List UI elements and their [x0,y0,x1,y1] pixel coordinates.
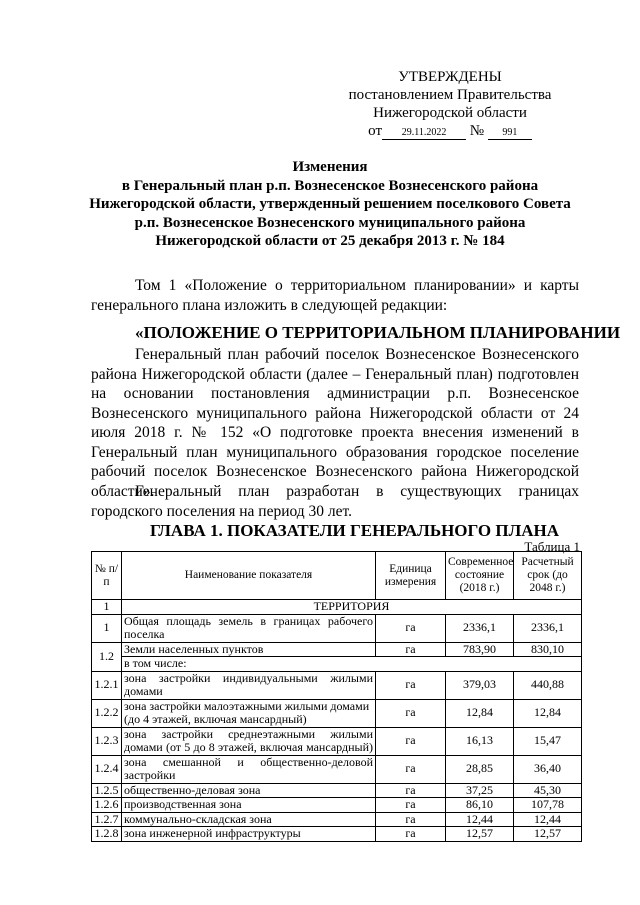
table-row [92,699,582,727]
table-row [92,755,582,783]
row-current: 37,25 [446,783,514,798]
row-num: 1.2.8 [92,827,122,842]
row-current: 86,10 [446,798,514,813]
paragraph-period: Генеральный план разработан в существующих границах городского поселения на период 30 лет. [91,483,579,520]
row-unit: га [376,699,446,727]
row-num: 1.2.2 [92,699,122,727]
row-unit: га [376,642,446,657]
section-heading: «ПОЛОЖЕНИЕ О ТЕРРИТОРИАЛЬНОМ ПЛАНИРОВАНИИ [135,323,621,342]
table-row [92,827,582,842]
section-name: ТЕРРИТОРИЯ [122,600,582,615]
indicators-table [91,551,582,842]
row-current: 28,85 [446,755,514,783]
row-planned: 107,78 [514,798,582,813]
chapter-heading: ГЛАВА 1. ПОКАЗАТЕЛИ ГЕНЕРАЛЬНОГО ПЛАНА [150,521,560,540]
row-planned: 2336,1 [514,614,582,642]
row-planned: 12,84 [514,699,582,727]
approval-number: 991 [488,127,532,140]
section-num: 1 [92,600,122,615]
row-current: 12,44 [446,812,514,827]
table-row [92,727,582,755]
row-unit: га [376,812,446,827]
intro-paragraph: Том 1 «Положение о территориальном планировании» и карты генерального плана изложить в следующей редакции: [91,277,579,314]
header-num: № п/п [92,552,122,600]
row-current: 12,57 [446,827,514,842]
from-label: от [368,123,383,139]
row-num: 1.2.1 [92,671,122,699]
row-planned: 12,57 [514,827,582,842]
paragraph-basis: Генеральный план рабочий поселок Вознесенское Вознесенского района Нижегородской области (далее – Генеральный план) подготовлен на основании постановления администрации р.п. Вознесенское Вознесенского муниципального района Нижегородской области от 24 июля 2018 г. № 152 «О подготовке проекта внесения изменений в Генеральный план муниципального образования городское поселение рабочий поселок Вознесенское Вознесенского района Нижегородской области». [91,346,579,500]
title-line-2: в Генеральный план р.п. Вознесенское Вознесенского района [121,177,539,194]
approval-date: 29.11.2022 [382,127,466,140]
table-header-row [92,552,582,600]
table-row [92,642,582,657]
row-name: зона застройки малоэтажными жилыми домами (до 4 этажей, включая мансардный) [122,699,376,727]
row-unit: га [376,798,446,813]
row-planned: 36,40 [514,755,582,783]
row-num: 1.2.3 [92,727,122,755]
row-planned: 830,10 [514,642,582,657]
table-row-subheader [92,657,582,672]
row-name: зона застройки среднеэтажными жилыми домами (от 5 до 8 этажей, включая мансардный) [122,727,376,755]
header-current: Современное состояние (2018 г.) [446,552,514,600]
row-planned: 45,30 [514,783,582,798]
table-row [92,783,582,798]
document-title [80,158,580,251]
title-line-5: Нижегородской области от 25 декабря 2013 г. № 184 [155,233,505,249]
row-name: зона смешанной и общественно-деловой застройки [122,755,376,783]
row-name: зона застройки индивидуальными жилыми домами [122,671,376,699]
row-num: 1.2.5 [92,783,122,798]
table-row [92,812,582,827]
table-row [92,671,582,699]
row-name: Земли населенных пунктов [122,642,376,657]
row-name: Общая площадь земель в границах рабочего поселка [122,614,376,642]
header-name: Наименование показателя [122,552,376,600]
row-num: 1.2.6 [92,798,122,813]
table-caption: Таблица 1 [524,539,580,554]
row-name: зона инженерной инфраструктуры [122,827,376,842]
approval-line-2: постановлением Правительства [348,87,552,103]
title-line-3: Нижегородской области, утвержденный решением поселкового Совета [89,196,571,212]
row-unit: га [376,727,446,755]
row-num: 1.2.7 [92,812,122,827]
row-planned: 12,44 [514,812,582,827]
row-unit: га [376,671,446,699]
table-row [92,614,582,642]
row-unit: га [376,755,446,783]
row-name: в том числе: [122,657,582,672]
header-planned: Расчетный срок (до 2048 г.) [514,552,582,600]
title-line-1: Изменения [292,159,368,175]
row-name: коммунально-складская зона [122,812,376,827]
row-num: 1.2.4 [92,755,122,783]
row-name: производственная зона [122,798,376,813]
row-planned: 440,88 [514,671,582,699]
table-row [92,798,582,813]
row-unit: га [376,783,446,798]
section-row [92,600,582,615]
row-planned: 15,47 [514,727,582,755]
approval-line-3: Нижегородской области [373,105,527,121]
approval-stamp [330,68,570,140]
row-current: 379,03 [446,671,514,699]
title-line-4: р.п. Вознесенское Вознесенского муниципального района [134,214,526,231]
row-current: 12,84 [446,699,514,727]
number-label: № [469,123,485,139]
row-name: общественно-деловая зона [122,783,376,798]
row-num: 1.2 [92,642,122,671]
approval-line-1: УТВЕРЖДЕНЫ [398,69,502,85]
approval-date-line [368,122,532,140]
row-current: 16,13 [446,727,514,755]
row-current: 783,90 [446,642,514,657]
row-unit: га [376,827,446,842]
row-unit: га [376,614,446,642]
header-unit: Единица измерения [376,552,446,600]
row-current: 2336,1 [446,614,514,642]
row-num: 1 [92,614,122,642]
